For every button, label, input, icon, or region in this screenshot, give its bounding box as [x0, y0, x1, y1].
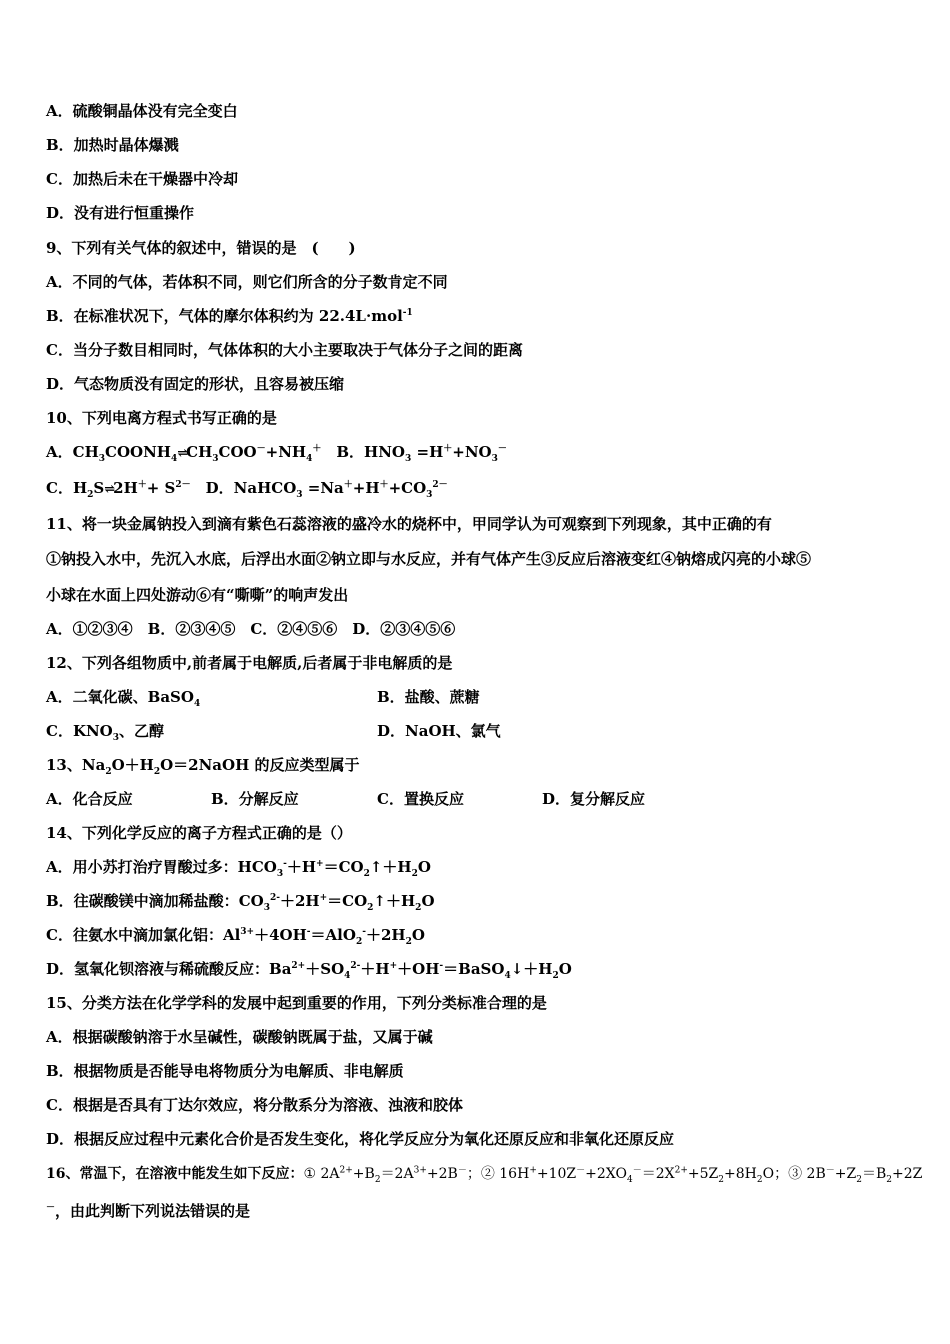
- q10-option-cd: C．$H_2S\rightleftharpoons 2H^++ S^{2-}$ D．NaHCO$_3$ $=Na^++H^++CO_3^{2-}$: [46, 479, 448, 500]
- q12-stem: 12、下列各组物质中,前者属于电解质,后者属于非电解质的是: [46, 654, 453, 672]
- q10-option-ab: A．$CH_3COONH_4\rightleftharpoons CH_3COO^-+NH_4^+$ B．$HNO_3 =H^++NO_3^-$: [46, 443, 507, 464]
- q9-option-c: C．当分子数目相同时，气体体积的大小主要取决于气体分子之间的距离: [46, 341, 523, 359]
- q15-stem: 15、分类方法在化学学科的发展中起到重要的作用，下列分类标准合理的是: [46, 994, 547, 1012]
- q9-stem: 9、下列有关气体的叙述中，错误的是 ( ): [46, 239, 356, 257]
- q14-option-d: D．氢氧化钡溶液与稀硫酸反应：$Ba^{2+}+SO_4^{2-}+H^++OH^-=BaSO_4↓+H_2O$: [46, 960, 572, 981]
- q15-option-b: B．根据物质是否能导电将物质分为电解质、非电解质: [46, 1062, 404, 1080]
- q9-option-d: D．气态物质没有固定的形状，且容易被压缩: [46, 375, 345, 393]
- q13-options: [46, 788, 906, 810]
- q11-statements-1: ①钠投入水中，先沉入水底，后浮出水面②钠立即与水反应，并有气体产生③反应后溶液变红④钠熔成闪亮的小球⑤: [46, 550, 812, 568]
- q14-option-b: B．往碳酸镁中滴加稀盐酸：$CO_3^{2-}+2H^+=CO_2↑+H_2O$: [46, 892, 435, 913]
- q8-option-b: B．加热时晶体爆溅: [46, 136, 179, 154]
- q16-stem: 16、常温下，在溶液中能发生如下反应：① $2A^{2+}+B_2=2A^{3+}+2B^-$；② $16H^++10Z^-+2XO_4^-=2X^{2+}+5Z_2+8H_2O$；③ $2B^-+Z_2=B_2+2Z$: [46, 1165, 923, 1185]
- q15-option-a: A．根据碳酸钠溶于水呈碱性，碳酸钠既属于盐，又属于碱: [46, 1028, 433, 1046]
- q12-options-ab: [46, 686, 906, 708]
- q13-option-a: A．化合反应: [46, 790, 133, 808]
- q14-option-a: A．用小苏打治疗胃酸过多：$HCO_3^-+H^+=CO_2↑+H_2O$: [46, 858, 431, 879]
- q11-statements-2: 小球在水面上四处游动⑥有“嘶嘶”的响声发出: [46, 586, 349, 604]
- q13-option-d: D．复分解反应: [542, 790, 646, 808]
- q12-option-d: D．NaOH、氯气: [377, 722, 501, 740]
- q10-stem: 10、下列电离方程式书写正确的是: [46, 409, 277, 427]
- q12-option-b: B．盐酸、蔗糖: [377, 688, 480, 706]
- q16-stem-cont: －，由此判断下列说法错误的是: [46, 1202, 251, 1220]
- q12-options-cd: [46, 720, 906, 742]
- q13-option-b: B．分解反应: [211, 790, 299, 808]
- q12-option-c: C．$KNO_3$、乙醇: [46, 722, 165, 743]
- q9-option-a: A．不同的气体，若体积不同，则它们所含的分子数肯定不同: [46, 273, 448, 291]
- q12-option-a: A．二氧化碳、BaSO$_4$: [46, 688, 201, 709]
- q9-option-b: B．在标准状况下，气体的摩尔体积约为 22.4L·mol$^{-1}$: [46, 307, 413, 325]
- q11-options: A．①②③④ B．②③④⑤ C．②④⑤⑥ D．②③④⑤⑥: [46, 620, 456, 638]
- q13-stem: 13、$Na_2O+H_2O=2NaOH$ 的反应类型属于: [46, 756, 360, 777]
- q8-option-d: D．没有进行恒重操作: [46, 204, 195, 222]
- q8-option-c: C．加热后未在干燥器中冷却: [46, 170, 238, 188]
- q13-option-c: C．置换反应: [377, 790, 464, 808]
- q8-option-a: A．硫酸铜晶体没有完全变白: [46, 102, 238, 120]
- q15-option-d: D．根据反应过程中元素化合价是否发生变化，将化学反应分为氧化还原反应和非氧化还原反应: [46, 1130, 675, 1148]
- q11-stem: 11、将一块金属钠投入到滴有紫色石蕊溶液的盛冷水的烧杯中，甲同学认为可观察到下列现象，其中正确的有: [46, 515, 772, 533]
- q14-option-c: C．往氨水中滴加氯化铝：$Al^{3+}+4OH^-=AlO_2^-+2H_2O$: [46, 926, 425, 947]
- q15-option-c: C．根据是否具有丁达尔效应，将分散系分为溶液、浊液和胶体: [46, 1096, 463, 1114]
- q14-stem: 14、下列化学反应的离子方程式正确的是（）: [46, 824, 352, 842]
